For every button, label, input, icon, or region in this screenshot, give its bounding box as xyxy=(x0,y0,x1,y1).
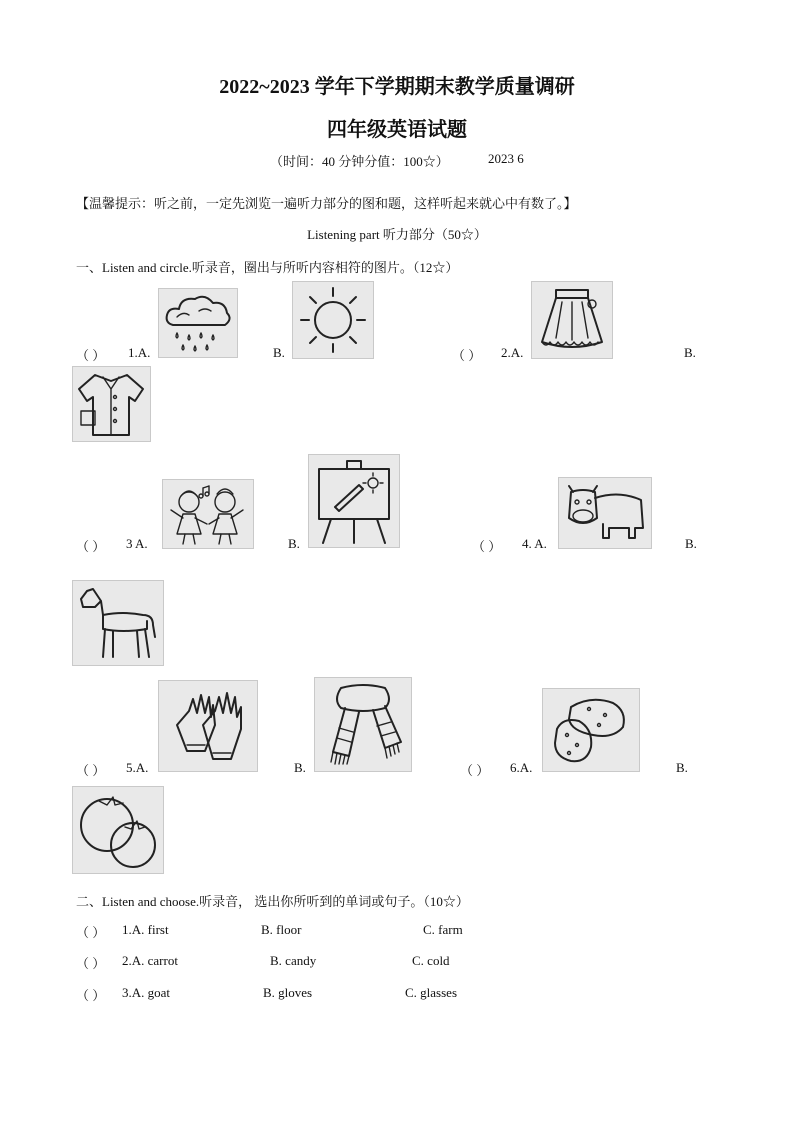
drawing-easel-picture xyxy=(308,454,400,548)
potatoes-picture xyxy=(542,688,640,772)
q6-bracket: （ ） xyxy=(460,763,490,778)
skirt-picture xyxy=(531,281,613,359)
q6-number: 6.A. xyxy=(510,760,533,775)
q4-number: 4. A. xyxy=(522,536,547,551)
scarf-picture xyxy=(314,677,412,772)
q2-bracket: （ ） xyxy=(452,348,482,363)
shirt-picture xyxy=(72,366,151,442)
p2-q2-option-a: 2.A. carrot xyxy=(122,953,178,968)
q5-option-b: B. xyxy=(294,760,306,775)
p2-q3-option-b: B. gloves xyxy=(263,985,313,1000)
p2-q1-option-c: C. farm xyxy=(423,922,463,937)
q5-bracket: （ ） xyxy=(76,763,106,778)
q1-option-b: B. xyxy=(273,345,285,360)
exam-title: 2022~2023 学年下学期期末教学质量调研 xyxy=(219,76,575,98)
part2-heading: 二、Listen and choose.听录音， 选出你所听到的单词或句子。（10☆） xyxy=(76,894,469,909)
p2-q3-bracket: （ ） xyxy=(76,988,106,1003)
rain-cloud-picture xyxy=(158,288,238,358)
q5-number: 5.A. xyxy=(126,760,149,775)
q3-number: 3 A. xyxy=(126,536,148,551)
p2-q3-option-c: C. glasses xyxy=(405,985,457,1000)
q2-option-b: B. xyxy=(684,345,696,360)
section-title: Listening part 听力部分（50☆） xyxy=(307,227,487,242)
exam-subtitle: 四年级英语试题 xyxy=(327,119,467,141)
p2-q1-option-b: B. floor xyxy=(261,922,302,937)
p2-q1-option-a: 1.A. first xyxy=(122,922,169,937)
q1-number: 1.A. xyxy=(128,345,151,360)
gloves-picture xyxy=(158,680,258,772)
q3-bracket: （ ） xyxy=(76,539,106,554)
part1-heading: 一、Listen and circle.听录音，圈出与所听内容相符的图片。（12☆） xyxy=(76,260,459,275)
exam-date: 2023 6 xyxy=(488,151,524,166)
q6-option-b: B. xyxy=(676,760,688,775)
sun-picture xyxy=(292,281,374,359)
exam-info: （时间：40 分钟分值：100☆） xyxy=(270,154,449,169)
q1-bracket: （ ） xyxy=(76,348,106,363)
tomatoes-picture xyxy=(72,786,164,874)
q3-option-b: B. xyxy=(288,536,300,551)
horse-picture xyxy=(72,580,164,666)
p2-q2-option-c: C. cold xyxy=(412,953,450,968)
p2-q3-option-a: 3.A. goat xyxy=(122,985,171,1000)
q2-number: 2.A. xyxy=(501,345,524,360)
children-singing-picture xyxy=(162,479,254,549)
p2-q2-option-b: B. candy xyxy=(270,953,317,968)
q4-option-b: B. xyxy=(685,536,697,551)
q4-bracket: （ ） xyxy=(472,539,502,554)
p2-q2-bracket: （ ） xyxy=(76,956,106,971)
cow-picture xyxy=(558,477,652,549)
warm-tip: 【温馨提示：听之前，一定先浏览一遍听力部分的图和题，这样听起来就心中有数了。】 xyxy=(76,196,577,211)
p2-q1-bracket: （ ） xyxy=(76,925,106,940)
